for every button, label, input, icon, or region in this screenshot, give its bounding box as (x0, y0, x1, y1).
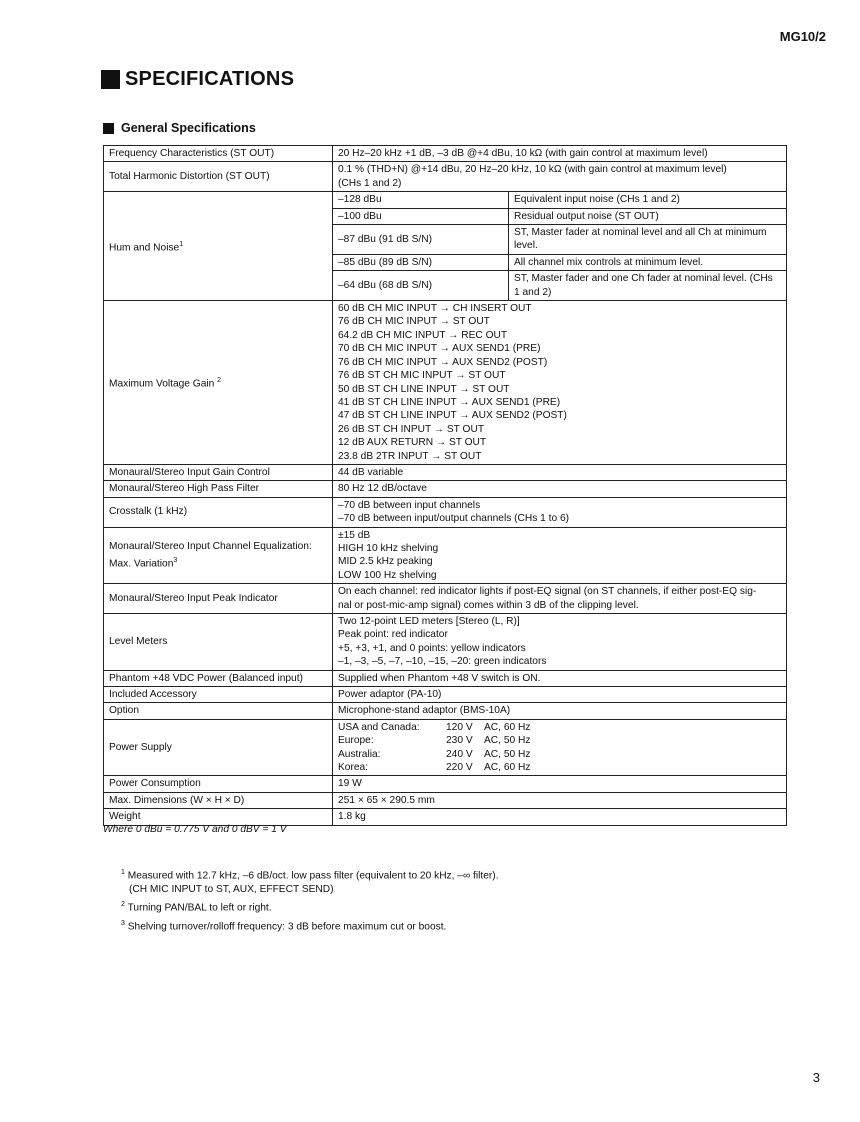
subtable-row (333, 225, 786, 255)
region: Korea: (338, 762, 369, 774)
noise-level: –100 dBu (333, 208, 509, 224)
table-row (104, 497, 787, 527)
value-line: 70 dB CH MIC INPUT → AUX SEND1 (PRE) (338, 343, 541, 355)
value-line: 76 dB CH MIC INPUT → AUX SEND2 (POST) (338, 356, 548, 368)
spec-label: Crosstalk (1 kHz) (104, 497, 333, 527)
noise-condition: Residual output noise (ST OUT) (509, 208, 787, 224)
spec-value: Supplied when Phantom +48 V switch is ON. (333, 670, 787, 686)
spec-label: Option (104, 703, 333, 719)
value-line: Peak point: red indicator (338, 629, 448, 641)
table-row (104, 464, 787, 480)
noise-condition: ST, Master fader and one Ch fader at nominal level. (CHs 1 and 2) (509, 271, 787, 300)
spec-label: Monaural/Stereo Input Peak Indicator (104, 584, 333, 614)
power-supply-grid (338, 721, 781, 775)
spec-label: Phantom +48 VDC Power (Balanced input) (104, 670, 333, 686)
table-row (104, 584, 787, 614)
spec-label (104, 527, 333, 584)
voltage: 120 V (446, 721, 473, 733)
spec-value (333, 301, 787, 465)
table-row (104, 192, 787, 301)
value-line: HIGH 10 kHz shelving (338, 542, 439, 554)
frequency: AC, 50 Hz (484, 735, 531, 747)
spec-value: 251 × 65 × 290.5 mm (333, 792, 787, 808)
subtable-row (333, 192, 786, 208)
spec-value (333, 584, 787, 614)
subtable-row (333, 208, 786, 224)
spec-label (104, 192, 333, 301)
table-row (104, 776, 787, 792)
value-line: 50 dB ST CH LINE INPUT → ST OUT (338, 383, 510, 395)
value-line: MID 2.5 kHz peaking (338, 556, 433, 568)
value-line: –70 dB between input/output channels (CHs 1 to 6) (338, 513, 570, 525)
value-line: ±15 dB (338, 529, 371, 541)
page-number: 3 (812, 1070, 820, 1085)
spec-label: Weight (104, 809, 333, 825)
voltage: 240 V (446, 748, 473, 760)
label-text: Max. Variation (109, 558, 174, 570)
value-line: 76 dB CH MIC INPUT → ST OUT (338, 316, 490, 328)
noise-level: –64 dBu (68 dB S/N) (333, 271, 509, 300)
footnote-text: Measured with 12.7 kHz, –6 dB/oct. low pass filter (equivalent to 20 kHz, –∞ filter). (127, 870, 499, 882)
value-line: 60 dB CH MIC INPUT → CH INSERT OUT (338, 303, 532, 315)
spec-label: Max. Dimensions (W × H × D) (104, 792, 333, 808)
noise-level: –87 dBu (91 dB S/N) (333, 225, 509, 255)
spec-label: Monaural/Stereo High Pass Filter (104, 481, 333, 497)
footnote-number: 3 (121, 920, 125, 927)
table-row (104, 301, 787, 465)
value-line: +5, +3, +1, and 0 points: yellow indicators (338, 642, 526, 654)
table-row (104, 146, 787, 162)
spec-table (103, 145, 787, 826)
page-title: SPECIFICATIONS (125, 68, 295, 90)
value-line: 64.2 dB CH MIC INPUT → REC OUT (338, 329, 508, 341)
spec-label: Level Meters (104, 614, 333, 671)
footnotes (121, 866, 499, 936)
footnote-ref: 3 (173, 556, 178, 564)
table-row (104, 703, 787, 719)
value-line: 76 dB ST CH MIC INPUT → ST OUT (338, 370, 506, 382)
table-row (104, 527, 787, 584)
region: Australia: (338, 748, 381, 760)
table-row (104, 614, 787, 671)
section-title-block (103, 121, 256, 135)
value-line: 47 dB ST CH LINE INPUT → AUX SEND2 (POST) (338, 410, 567, 422)
value-line: 12 dB AUX RETURN → ST OUT (338, 437, 487, 449)
spec-value: Power adaptor (PA-10) (333, 687, 787, 703)
value-line: Two 12-point LED meters [Stereo (L, R)] (338, 616, 520, 627)
spec-value: 1.8 kg (333, 809, 787, 825)
spec-label: Frequency Characteristics (ST OUT) (104, 146, 333, 162)
spec-value (333, 162, 787, 192)
frequency: AC, 60 Hz (484, 721, 531, 733)
value-line: 23.8 dB 2TR INPUT → ST OUT (338, 450, 482, 462)
spec-label: Included Accessory (104, 687, 333, 703)
value-line: –1, –3, –5, –7, –10, –15, –20: green indicators (338, 656, 547, 668)
footnote-ref: 2 (217, 377, 222, 385)
table-row (104, 670, 787, 686)
label-text: Hum and Noise (109, 242, 180, 254)
noise-level: –128 dBu (333, 192, 509, 208)
footnote (121, 866, 499, 896)
table-row (104, 809, 787, 825)
label-text: Maximum Voltage Gain (109, 378, 215, 390)
voltage: 220 V (446, 762, 473, 774)
noise-condition: ST, Master fader at nominal level and all Ch at minimum level. (509, 225, 787, 255)
footnote-text: (CH MIC INPUT to ST, AUX, EFFECT SEND) (129, 883, 334, 895)
spec-label: Total Harmonic Distortion (ST OUT) (104, 162, 333, 192)
frequency: AC, 60 Hz (484, 762, 531, 774)
model-name: MG10/2 (779, 29, 826, 44)
table-row (104, 719, 787, 776)
table-row (104, 481, 787, 497)
section-title: General Specifications (121, 121, 256, 135)
subtable-row (333, 271, 786, 300)
spec-value: 80 Hz 12 dB/octave (333, 481, 787, 497)
label-text: Monaural/Stereo Input Channel Equalization: (109, 541, 312, 553)
hum-noise-subtable (333, 192, 786, 300)
value-line: LOW 100 Hz shelving (338, 569, 437, 581)
noise-condition: Equivalent input noise (CHs 1 and 2) (509, 192, 787, 208)
spec-label: Power Consumption (104, 776, 333, 792)
subtable-row (333, 254, 786, 270)
title-square-icon (101, 70, 120, 89)
footnote-text: Turning PAN/BAL to left or right. (127, 902, 272, 914)
footnote-text: Shelving turnover/rolloff frequency: 3 dB before maximum cut or boost. (127, 921, 447, 933)
spec-value (333, 719, 787, 776)
spec-value (333, 614, 787, 671)
footnote-ref: 1 (179, 240, 184, 248)
spec-value: 44 dB variable (333, 464, 787, 480)
value-line: 26 dB ST CH INPUT → ST OUT (338, 423, 485, 435)
spec-value (333, 527, 787, 584)
spec-label: Power Supply (104, 719, 333, 776)
page-title-block (101, 68, 294, 91)
value-line: On each channel: red indicator lights if post-EQ signal (on ST channels, if either post-EQ sig- (338, 586, 757, 598)
value-line: 41 dB ST CH LINE INPUT → AUX SEND1 (PRE) (338, 396, 561, 408)
voltage: 230 V (446, 735, 473, 747)
spec-value: 20 Hz–20 kHz +1 dB, –3 dB @+4 dBu, 10 kΩ (with gain control at maximum level) (333, 146, 787, 162)
footnote-number: 1 (121, 869, 125, 876)
spec-value (333, 497, 787, 527)
value-line: –70 dB between input channels (338, 499, 481, 511)
spec-label (104, 301, 333, 465)
footnote (121, 898, 499, 915)
noise-condition: All channel mix controls at minimum level. (509, 254, 787, 270)
spec-value: Microphone-stand adaptor (BMS-10A) (333, 703, 787, 719)
region: Europe: (338, 735, 374, 747)
units-note: Where 0 dBu = 0.775 V and 0 dBV = 1 V (103, 824, 287, 835)
footnote (121, 917, 499, 934)
value-line: 0.1 % (THD+N) @+14 dBu, 20 Hz–20 kHz, 10 kΩ (with gain control at maximum level) (338, 164, 727, 176)
section-square-icon (103, 123, 114, 134)
value-line: (CHs 1 and 2) (338, 177, 402, 189)
table-row (104, 687, 787, 703)
spec-label: Monaural/Stereo Input Gain Control (104, 464, 333, 480)
region: USA and Canada: (338, 721, 420, 733)
noise-level: –85 dBu (89 dB S/N) (333, 254, 509, 270)
table-row (104, 792, 787, 808)
spec-value (333, 192, 787, 301)
table-row (104, 162, 787, 192)
frequency: AC, 50 Hz (484, 748, 531, 760)
value-line: nal or post-mic-amp signal) comes within 3 dB of the clipping level. (338, 599, 639, 611)
spec-value: 19 W (333, 776, 787, 792)
footnote-number: 2 (121, 901, 125, 909)
